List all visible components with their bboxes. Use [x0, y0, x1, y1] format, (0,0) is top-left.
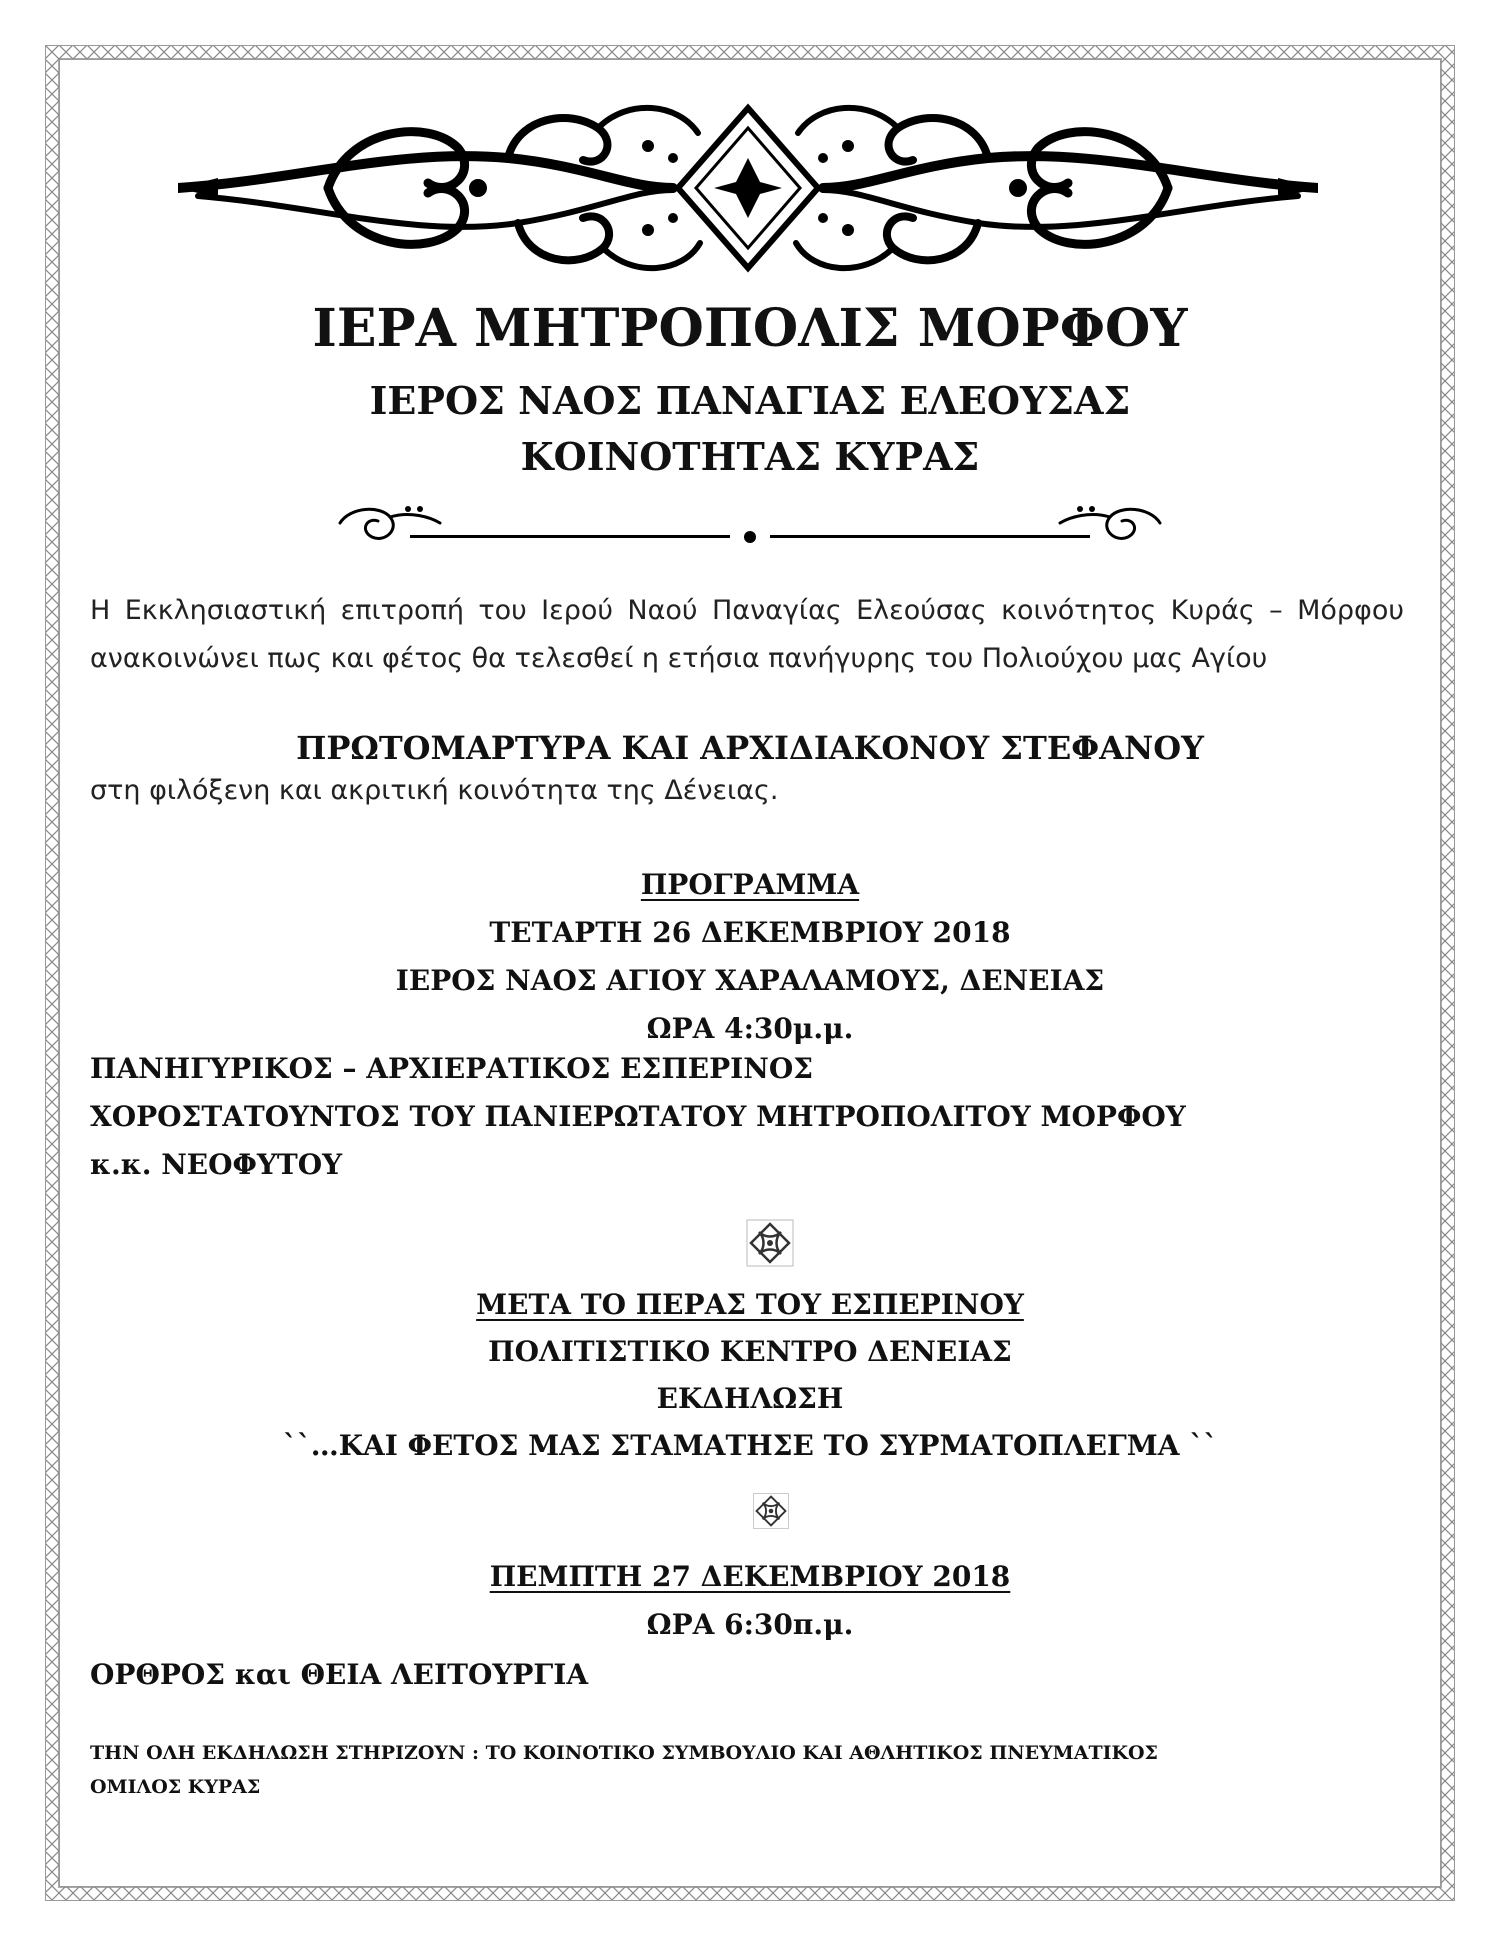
- community-name: ΚΟΙΝΟΤΗΤΑΣ ΚΥΡΑΣ: [520, 434, 980, 479]
- program-heading: ΠΡΟΓΡΑΜΜΑ: [640, 868, 860, 901]
- day2-time: ΩΡΑ 6:30π.μ.: [646, 1608, 854, 1641]
- after-heading-wrap: [0, 1288, 1500, 1321]
- divider-flourish-icon: [330, 487, 1170, 577]
- location-line: στη φιλόξενη και ακριτική κοινότητα της Δένειας.: [90, 775, 779, 806]
- day1-event-vespers: ΠΑΝΗΓΥΡΙΚΟΣ – ΑΡΧΙΕΡΑΤΙΚΟΣ ΕΣΠΕΡΙΝΟΣ: [90, 1052, 814, 1085]
- church-name: ΙΕΡΟΣ ΝΑΟΣ ΠΑΝΑΓΙΑΣ ΕΛΕΟΥΣΑΣ: [369, 378, 1131, 423]
- day1-event-bishop: κ.κ. ΝΕΟΦΥΤΟΥ: [90, 1148, 343, 1181]
- sponsors-line1: ΤΗΝ ΟΛΗ ΕΚΔΗΛΩΣΗ ΣΤΗΡΙΖΟΥΝ : ΤΟ ΚΟΙΝΟΤΙΚΟ ΣΥΜΒΟΥΛΙΟ ΚΑΙ ΑΘΛΗΤΙΚΟΣ ΠΝΕΥΜΑΤΙΚΟΣ: [90, 1742, 1158, 1764]
- day2-date-wrap: [0, 1560, 1500, 1593]
- day1-event-presiding: ΧΟΡΟΣΤΑΤΟΥΝΤΟΣ ΤΟΥ ΠΑΝΙΕΡΩΤΑΤΟΥ ΜΗΤΡΟΠΟΛΙΤΟΥ ΜΟΡΦΟΥ: [90, 1100, 1186, 1133]
- day1-time: ΩΡΑ 4:30μ.μ.: [646, 1012, 854, 1045]
- separator-ornament-icon: [745, 1218, 795, 1268]
- top-flourish-ornament-icon: [178, 88, 1318, 288]
- after-label: ΕΚΔΗΛΩΣΗ: [656, 1382, 844, 1415]
- separator-ornament-icon: [752, 1492, 790, 1530]
- program-heading-wrap: [0, 868, 1500, 901]
- intro-paragraph: Η Εκκλησιαστική επιτροπή του Ιερού Ναού Παναγίας Ελεούσας κοινότητος Κυράς – Μόρφου ανακοινώνει πως και φέτος θα τελεσθεί η ετήσια πανήγυρης του Πολιούχου μας Αγίου: [90, 595, 1404, 674]
- sponsors-line2: ΟΜΙΛΟΣ ΚΥΡΑΣ: [90, 1776, 261, 1798]
- day1-place: ΙΕΡΟΣ ΝΑΟΣ ΑΓΙΟΥ ΧΑΡΑΛΑΜΟΥΣ, ΔΕΝΕΙΑΣ: [395, 964, 1105, 997]
- after-place: ΠΟΛΙΤΙΣΤΙΚΟ ΚΕΝΤΡΟ ΔΕΝΕΙΑΣ: [488, 1335, 1012, 1368]
- saint-name: ΠΡΩΤΟΜΑΡΤΥΡΑ ΚΑΙ ΑΡΧΙΔΙΑΚΟΝΟΥ ΣΤΕΦΑΝΟΥ: [296, 729, 1204, 767]
- after-event-title: ``…ΚΑΙ ΦΕΤΟΣ ΜΑΣ ΣΤΑΜΑΤΗΣΕ ΤΟ ΣΥΡΜΑΤΟΠΛΕΓΜΑ ``: [282, 1429, 1218, 1462]
- day2-event: ΟΡΘΡΟΣ και ΘΕΙΑ ΛΕΙΤΟΥΡΓΙΑ: [90, 1658, 589, 1691]
- page-title: ΙΕΡΑ ΜΗΤΡΟΠΟΛΙΣ ΜΟΡΦΟΥ: [312, 298, 1188, 359]
- day1-date: ΤΕΤΑΡΤΗ 26 ΔΕΚΕΜΒΡΙΟΥ 2018: [489, 916, 1011, 949]
- sponsors-note: [90, 1736, 1420, 1804]
- day2-date: ΠΕΜΠΤΗ 27 ΔΕΚΕΜΒΡΙΟΥ 2018: [489, 1560, 1011, 1593]
- after-heading: ΜΕΤΑ ΤΟ ΠΕΡΑΣ ΤΟΥ ΕΣΠΕΡΙΝΟΥ: [476, 1288, 1024, 1321]
